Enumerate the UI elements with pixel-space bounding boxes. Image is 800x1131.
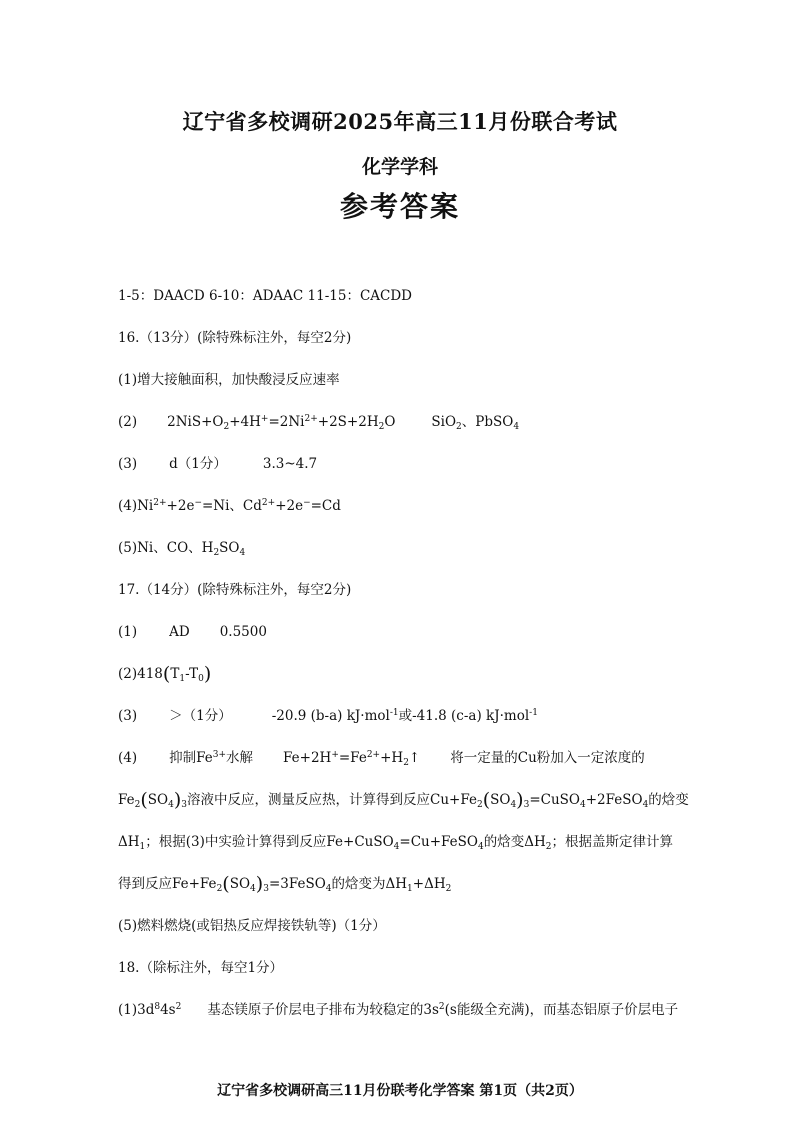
q16-answer-4: $(4)Ni^{2+}+2e^-=Ni$、$Cd^{2+}+2e^-=Cd$ <box>118 498 341 514</box>
q17-answer-3: (3) ＞（1分） -20.9 (b-a) kJ·mol$^{-1}$或-41.8 (c-a) kJ·mol$^{-1}$ <box>118 708 538 724</box>
q18-header: 18.（除标注外，每空1分） <box>118 960 284 976</box>
q17-answer-4: (4) 抑制$Fe^{3+}$水解 $Fe+2H^+=Fe^{2+}+H_2↑$ 将一定量的Cu粉加入一定浓度的 <box>118 750 645 768</box>
q17-answer-1: (1) AD 0.5500 <box>118 624 267 640</box>
exam-title: 辽宁省多校调研2025年高三11月份联合考试 <box>182 109 618 134</box>
q17-answer-5: (5)燃料燃烧(或铝热反应焊接铁轨等)（1分） <box>118 918 386 934</box>
q17-header: 17.（14分）(除特殊标注外，每空2分) <box>118 582 352 598</box>
subject-title: 化学学科 <box>361 156 438 178</box>
q16-answer-5: (5)Ni、CO、$H_2SO_4$ <box>118 540 246 558</box>
q17-answer-2: $(2)418(T_1-T_0)$ <box>118 663 212 685</box>
q16-answer-2-label: (2) <box>118 414 138 430</box>
q17-answer-4-line-2: $Fe_2(SO_4)_3$溶液中反应，测量反应热，计算得到反应$Cu+Fe_2(SO_4)_3=CuSO_4+2FeSO_4$的焓变 <box>118 789 689 811</box>
choice-answers: 1-5：DAACD 6-10：ADAAC 11-15：CACDD <box>118 288 413 304</box>
q16-answer-3: (3) d（1分） 3.3~4.7 <box>118 456 318 472</box>
q16-answer-2 <box>118 412 519 432</box>
q17-answer-4-line-3: $\Delta H_1$；根据(3)中实验计算得到反应Fe+CuSO$_4$=Cu+FeSO$_4$的焓变$\Delta H_2$；根据盖斯定律计算 <box>118 834 673 852</box>
q16-residue: SiO$_2$、PbSO$_4$ <box>431 414 520 432</box>
q16-answer-1: (1)增大接触面积，加快酸浸反应速率 <box>118 372 340 388</box>
page-footer: 辽宁省多校调研高三11月份联考化学答案 第1页（共2页） <box>217 1083 583 1099</box>
q17-answer-4-line-4: 得到反应$Fe+Fe_2(SO_4)_3=3FeSO_4$的焓变为$\Delta H_1+\Delta H_2$ <box>118 873 452 895</box>
answer-title: 参考答案 <box>339 190 460 223</box>
q18-answer-1: $(1)3d^84s^2$ 基态镁原子价层电子排布为较稳定的$3s^2(s$能级全充满)，而基态铝原子价层电子 <box>118 1002 679 1018</box>
q16-header: 16.（13分）(除特殊标注外，每空2分) <box>118 330 352 346</box>
q16-equation: $2NiS+O_2+4H^+=2Ni^{2+}+2S+2H_2O$ <box>167 414 396 432</box>
